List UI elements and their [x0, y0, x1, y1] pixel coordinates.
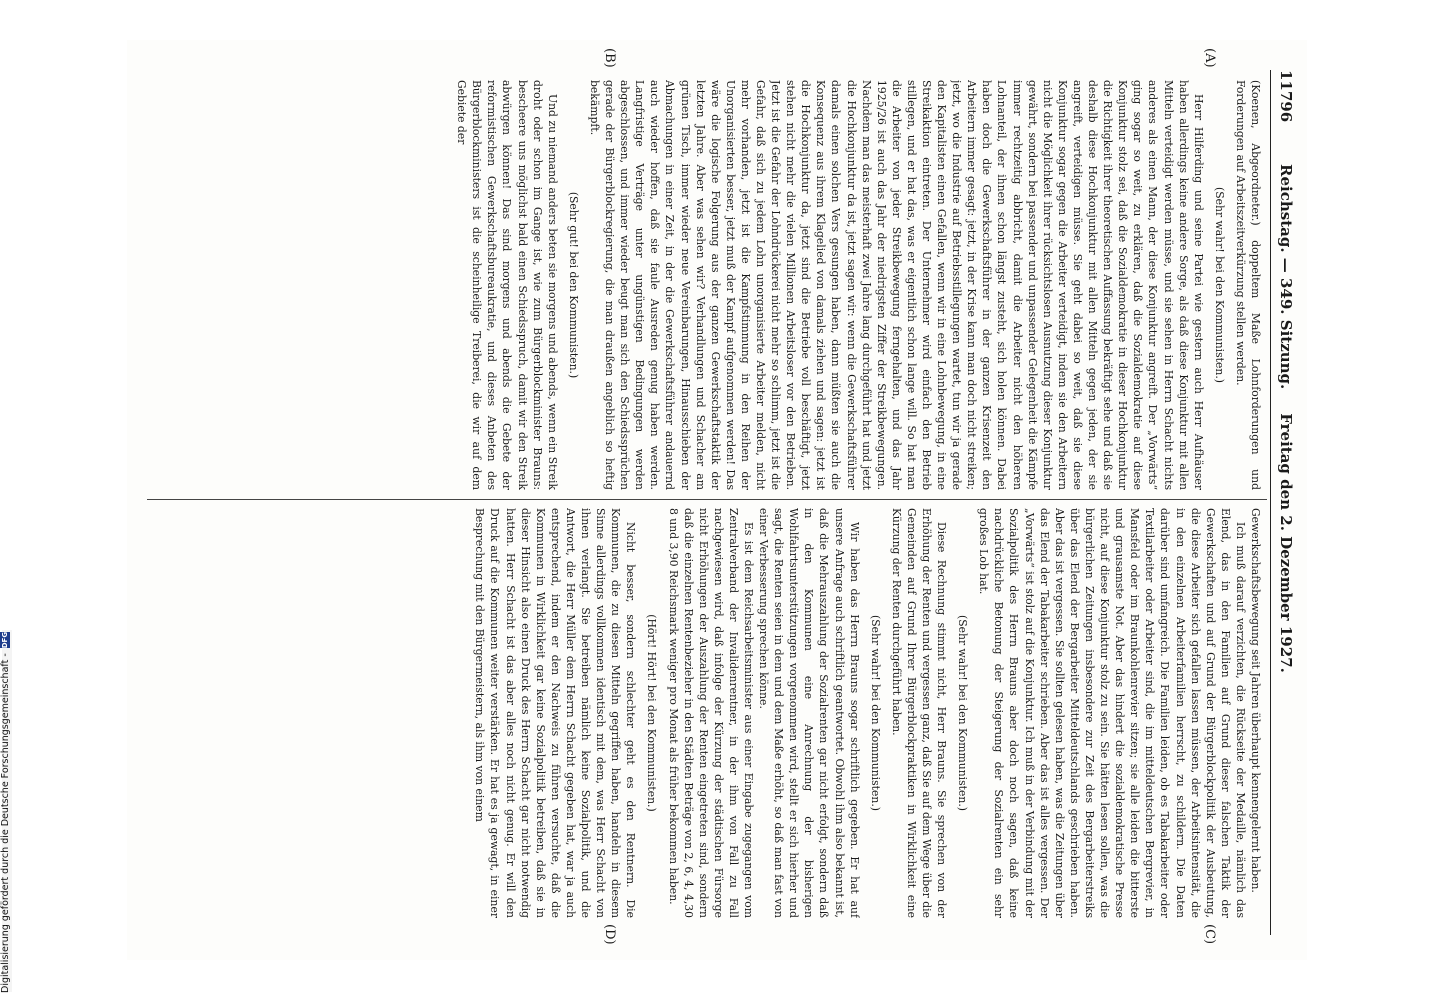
paragraph: Ich muß darauf verzichten, die Rückseite der Medaille, nämlich das Elend, das in den Familien auf Grund dieser falschen Taktik der Gewerkschaften und auf Grund der Bürgerblockpolitik der Ausbeutung, die diese Arbeiter sich gefallen lassen müssen, der Arbeitsintensität, die in den einzelnen Arbeiterfamilien herrscht, zu schildern. Die Daten darüber sind umfangreich. Die Familien leiden, ob es Tabakarbeiter oder Textilarbeiter oder Arbeiter sind, die im mitteldeutschen Bergrevier, in Mansfeld oder im Braunkohlenrevier sitzen; sie alle leiden die bitterste und grausamste Not. Aber das hindert die sozialdemokratische Presse nicht, auf diese Konjunktur stolz zu sein. Sie hätten lesen sollen, was die bürgerlichen Zeitungen insbesondere zur Zeit des Bergarbeiterstreiks über das Elend der Bergarbeiter Mitteldeutschlands geschrieben haben. Aber das ist vergessen. Sie sollten gelesen haben, was die Zeitungen über das Elend der Tabakarbeiter schrieben. Aber das ist alles vergessen. Der „Vorwärts“ ist stolz auf die Konjunktur. Ich muß in der Verbindung mit der Sozialpolitik des Herrn Brauns aber doch noch sagen, daß keine nachdrückliche Betonung der Steigerung der Sozialrenten ein sehr großes Lob hat. — [977, 508, 1247, 918]
margin-marker-b: (B) — [602, 48, 617, 68]
interjection: (Sehr wahr! bei den Kommunisten.) — [868, 615, 882, 811]
paragraph: Diese Rechnung stimmt nicht, Herr Brauns. Sie sprechen von der Erhöhung der Renten und vergessen ganz, daß Sie auf dem Wege über die Gemeinden auf Grund Ihrer Bürgerblockpraktiken in Wirklichkeit eine Kürzung der Renten durchgeführt haben. — [889, 508, 949, 918]
left-column — [153, 80, 1263, 490]
digitization-note — [0, 633, 12, 993]
interjection: (Hört! Hört! bei den Kommunisten.) — [645, 614, 659, 812]
margin-marker-a: (A) — [1202, 48, 1217, 68]
right-column — [153, 508, 1263, 918]
column-divider — [147, 499, 1267, 500]
interjection: (Sehr wahr! bei den Kommunisten.) — [1212, 187, 1226, 383]
header-rule — [1270, 70, 1271, 935]
margin-marker-d: (D) — [602, 924, 617, 945]
paragraph: Und zu niemand anders beten sie morgens und abends, wenn ein Streik droht oder schon im Gange ist, wie zum Bürgerblockminister Brauns: bescheere uns möglichst bald einen Schiedsspruch, damit wir den Streik abwürgen können! Das sind morgens und abends die Gebete der reformistischen Gewerkschaftsbureaukratie, und dieses Anbeten des Bürgerblockministers ist die scheinheilige Treiberei, die wir auf dem Gebiete der — [455, 80, 559, 490]
interjection: (Sehr gut! bei den Kommunisten.) — [566, 191, 580, 379]
page-number: 11796 — [1277, 70, 1295, 123]
digitization-text: Digitalisierung gefördert durch die Deutsche Forschungsgemeinschaft - — [0, 653, 11, 993]
interjection: (Sehr wahr! bei den Kommunisten.) — [956, 615, 970, 811]
paragraph: Wir haben das Herrn Brauns sogar schriftlich gegeben. Er hat auf unsere Anfrage auch schriftlich geantwortet. Obwohl ihm also bekannt ist, daß die Mehrauszahlung der Sozialrenten gar nicht erfolgt, sondern daß in den Kommunen eine Anrechnung der bisherigen Wohlfahrtsunterstützungen vorgenommen wird, stellt er sich hierher und sagt, die Renten seien in dem und dem Maße erhöht, so daß man fast von einer Verbesserung sprechen könne. — [757, 508, 861, 918]
paragraph: Es ist dem Reichsarbeitsminister aus einer Eingabe zugegangen vom Zentralverband der Invalidenrentner, in der ihm von Fall zu Fall nachgewiesen wird, daß infolge der Kürzung der städtischen Fürsorge nicht Erhöhungen der Auszahlung der Renten eingetreten sind, sondern daß die einzelnen Rentenbezieher in den Städten Beträge von 2, 6, 4, 4,30 8 und 3,90 Reichsmark weniger pro Monat als früher bekommen haben. — [666, 508, 755, 918]
paragraph: Nicht besser, sondern schlechter geht es den Rentnern. Die Kommunen, die zu diesen Mitteln gegriffen haben, handeln in diesem Sinne allerdings vollkommen identisch mit dem, was Herr Schacht von ihnen verlangt. Sie betreiben nämlich keine Sozialpolitik, und die Antwort, die Herr Müller dem Herrn Schacht gegeben hat, war ja auch entsprechend, indem er den Nachweis zu führen versuchte, daß die Kommunen in Wirklichkeit gar keine Sozialpolitik betreiben, daß sie in dieser Hinsicht also einen Druck des Herrn Schacht gar nicht notwendig hatten. Herr Schacht ist das aber alles noch nicht genug. Er will den Druck auf die Kommunen weiter verstärken. Er hat es ja gewagt, in einer Besprechung mit den Bürgermeistern, als ihm von einem — [473, 508, 638, 918]
header-session: Reichstag. — 349. Sitzung. — [1277, 164, 1295, 390]
margin-marker-c: (C) — [1202, 924, 1217, 945]
paragraph: Gewerkschaftsbewegung seit Jahren überhaupt kennengelernt haben. — [1249, 508, 1262, 893]
paragraph: (Koenen, Abgeordneter.) doppeltem Maße Lohnforderungen und Forderungen auf Arbeitszeitverkürzung stellen werden. — [1233, 80, 1262, 490]
document-page — [127, 40, 1307, 960]
paragraph: Herr Hilferding und seine Partei wie gestern auch Herr Aufhäuser haben allerdings keine andere Sorge, als daß diese Konjunktur mit allen Mitteln verteidigt werden müsse, und sie sehen in Herrn Schacht nichts anderes als einen Mann, der diese Konjunktur angreift. Der „Vorwärts“ ging sogar so weit, zu erklären, daß die Sozialdemokratie auf diese Konjunktur stolz sei, daß die Sozialdemokratie in dieser Hochkonjunktur die Richtigkeit ihrer theoretischen Auffassung bekräftigt sehe und daß sie deshalb diese Hochkonjunktur mit allen Mitteln gegen jeden, der sie angreift, verteidigen müsse. Sie geht dabei so weit, daß sie diese Konjunktur sogar gegen die Arbeiter verteidigt, indem sie den Arbeitern nicht die Möglichkeit ihrer rücksichtslosen Ausnutzung dieser Konjunktur gewährt, sondern bei passender und unpassender Gelegenheit die Kämpfe immer rechtzeitig abbricht, damit die Arbeiter nicht den höheren Lohnanteil, der ihnen schon längst zusteht, sich holen können. Dabei haben doch die Gewerkschaftsführer in der ganzen Krisenzeit den Arbeitern immer gesagt: jetzt, in der Krise kann man doch nicht streiken; jetzt, wo die Industrie auf Betriebsstillegungen wartet, tun wir ja gerade den Kapitalisten einen Gefallen, wenn wir in eine Lohnbewegung, in eine Streikaktion eintreten. Der Unternehmer wird einfach den Betrieb stillegen, und er hat das, was er eigentlich schon lange will. So hat man die Arbeiter von jeder Streikbewegung ferngehalten, und das Jahr 1925/26 ist auch das Jahr der niedrigsten Ziffer der Streikbewegungen. Nachdem man das meisterhaft zwei Jahre lang durchgeführt hat und jetzt die Hochkonjunktur da ist, jetzt sagen wir: wenn die Gewerkschaftsführer damals einen solchen Vers gesungen haben, dann müßten sie auch die Konsequenz aus ihrem Klagelied von damals ziehen und sagen: jetzt ist die Hochkonjunktur da, jetzt sind die Betriebe voll beschäftigt, jetzt stehen nicht mehr die vielen Millionen Arbeitsloser vor den Betrieben. Jetzt ist die Gefahr der Lohndrückerei nicht mehr so schlimm, jetzt ist die Gefahr, daß sich zu jedem Lohn unorganisierte Arbeiter melden, nicht mehr vorhanden, jetzt ist die Kampfstimmung in den Reihen der Unorganisierten besser, jetzt muß der Kampf aufgenommen werden! Das wäre die logische Folgerung aus der ganzen Gewerkschaftstaktik der letzten Jahre. Aber was sehen wir? Verhandlungen und Schacher am grünen Tisch, immer wieder neue Vereinbarungen, Hinausschieben der Abmachungen in einer Zeit, in der die Gewerkschaftsführer andauernd auch wieder hoffen, daß sie faule Ausreden genug haben werden. Langfristige Verträge unter ungünstigen Bedingungen werden abgeschlossen, und immer wieder beugt man sich den Schiedssprüchen gerade der Bürgerblockregierung, die man draußen angeblich so heftig bekämpft. — [587, 80, 1205, 490]
page-header — [1273, 70, 1299, 935]
dfg-logo: DFG — [1, 631, 9, 649]
header-date: Freitag den 2. Dezember 1927. — [1277, 413, 1295, 673]
